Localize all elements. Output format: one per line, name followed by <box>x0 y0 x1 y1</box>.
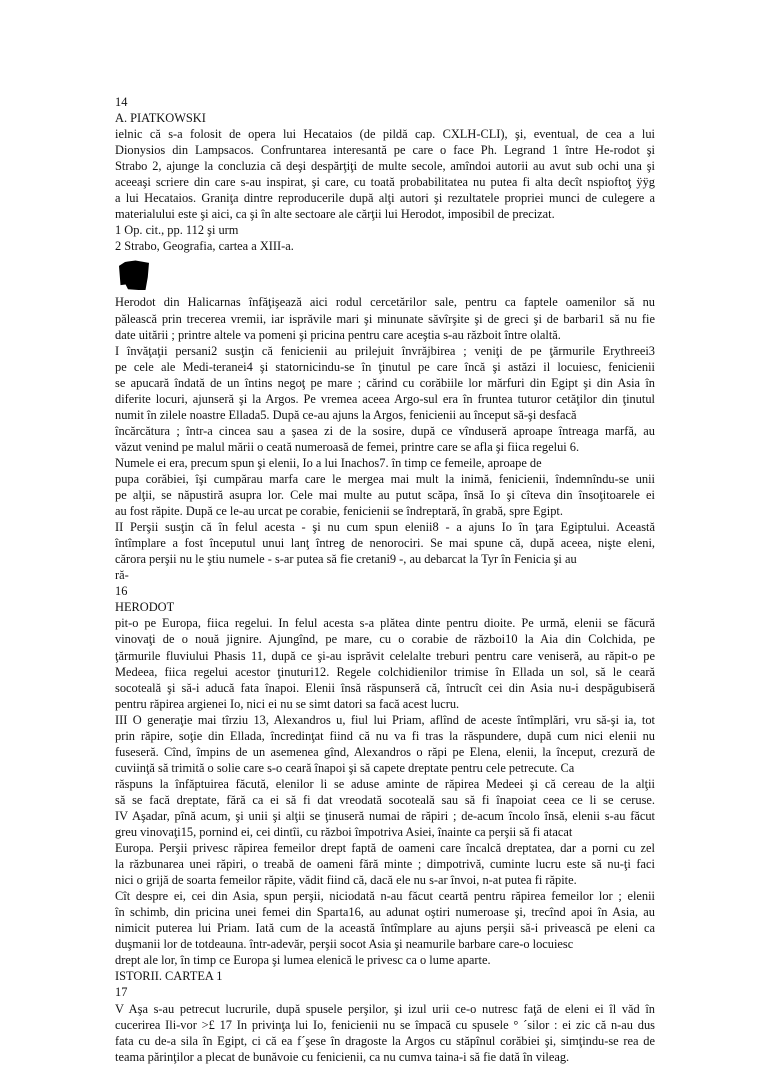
text-line: III O generaţie mai tîrziu 13, Alexandros u, fiul lui Priam, aflînd de aceste întîmplări, vru să-şi ia, tot <box>115 712 655 727</box>
text-line: diferite locuri, ajunseră şi la Argos. Pe vremea aceea Argo-sul era în fruntea tuturor cetăţilor din ţinutul <box>115 391 655 406</box>
text-line: materialului este şi aici, ca şi în alte sectoare ale cărţii lui Herodot, imposibil de precizat. <box>115 207 555 222</box>
text-line: cucerirea Ili-vor >£ 17 In privinţa lui Io, fenicienii nu se împacă cu spusele ° ´silor : ei zic că n-au dus <box>115 1017 655 1032</box>
text-line: se apucară îndată de un întins negoţ pe mare ; cărind cu corăbiile lor mărfuri din Egipt şi din Asia în <box>115 375 655 390</box>
text-line: să se facă dreptate, fără ca ei să fi dat vreodată socoteală sau să fi înapoiat ceea ce li se ceruse. <box>115 792 655 807</box>
text-line: au fost răpite. După ce le-au urcat pe corabie, fenicienii se îndreptară, în grabă, spre Egipt. <box>115 504 563 519</box>
text-line: Medeea, fiica regelui acestor ţinuturi12. Regele colchidienilor trimise în Ellada un sol, să le ceară <box>115 664 655 679</box>
text-line: prin răpire, soţie din Ellada, încredinţat fiind că nu va fi tras la răspundere, după cum nici elenii nu <box>115 728 655 743</box>
text-line: pupa corăbiei, îşi cumpărau marfa care le mergea mai mult la inimă, fenicienii, îndemnîndu-se unii <box>115 471 655 486</box>
text-line: 1 Op. cit., pp. 112 şi urm <box>115 223 239 238</box>
text-line: Herodot din Halicarnas înfăţişează aici rodul cercetărilor sale, pentru ca faptele oamenilor să nu <box>115 295 655 310</box>
text-line: ţărmurile fluviului Phasis 11, după ce şi-au isprăvit celelalte treburi pentru care veniseră, au răpit-o pe <box>115 648 655 663</box>
text-line: pentru răpirea argienei Io, nici ei nu se simt datori sa facă acest lucru. <box>115 696 460 711</box>
text-line: ISTORII. CARTEA 1 <box>115 969 223 984</box>
text-line: teama părinţilor a plecat de bunăvoie cu fenicienii, ca nu cumva taina-i să fie dată în vileag. <box>115 1049 570 1064</box>
text-line: IV Aşadar, pînă acum, şi unii şi alţii se ţinuseră numai de răpiri ; de-acum încolo însă, elenii s-au făcut <box>115 808 655 823</box>
text-line: V Aşa s-au petrecut lucrurile, după spusele perşilor, şi izul urii ce-o nutresc faţă de eleni ei îl văd în <box>115 1001 655 1016</box>
text-line: HERODOT <box>115 600 175 615</box>
text-line: A. PIATKOWSKI <box>115 111 206 126</box>
text-line: cărora perşii nu le ştiu numele - s-ar putea să fie cretani9 -, au debarcat la Tyr în Fenicia şi au <box>115 552 577 567</box>
text-line: la răzbunarea unei răpiri, o treabă de oameni fără minte ; dimpotrivă, cuminte lucru este să nu-ţi faci <box>115 857 655 872</box>
text-line: date uitării ; printre altele va pomeni şi pricina pentru care aceştia s-au războit între olaltă. <box>115 327 561 342</box>
text-line: II Perşii susţin că în felul acesta - şi nu cum spun elenii8 - a ajuns Io în ţara Egiptului. Această <box>115 520 655 535</box>
text-line: pe alţii, se năpustiră asupra lor. Cele mai multe au putut scăpa, însă Io şi cîteva din însoţitoarele ei <box>115 488 655 503</box>
text-line: pe cele ale Medi-teranei4 şi statornicindu-se în ţinutul pe care încă şi astăzi il locuiesc, fenicienii <box>115 359 655 374</box>
text-line: pălească prin trecerea vremii, iar isprăvile mari şi minunate săvîrşite şi de greci şi de barbari1 să nu fie <box>115 311 655 326</box>
text-line: vinovaţi de o nouă jignire. Ajungînd, pe mare, cu o corabie de război10 la Aia din Colchida, pe <box>115 632 655 647</box>
text-line: Numele ei era, precum spun şi elenii, Io a lui Inachos7. în timp ce femeile, aproape de <box>115 455 542 470</box>
text-line: drept ale lor, în timp ce Europa şi lumea elenică le privesc ca o lume aparte. <box>115 953 491 968</box>
text-line: fata cu de-a sila în Egipt, ci că ea f´şese în dragoste la Argos cu stăpînul corăbiei şi, simţindu-se rea de <box>115 1033 655 1048</box>
text-line: duşmanii lor de totdeauna. într-adevăr, perşii socot Asia şi neamurile barbare care-o locuiesc <box>115 937 574 952</box>
text-line: întîmplare a fost începutul unui lanţ întreg de nenorociri. Se mai spune că, după aceea, nişte eleni, <box>115 536 655 551</box>
text-line: ielnic că s-a folosit de opera lui Hecataios (de pildă cap. CXLH-CLI), şi, eventual, de cea a lui <box>115 127 655 142</box>
text-line: nimicit puterea lui Priam. Iată cum de la această întîmplare au ajuns perşii să-i privească pe eleni ca <box>115 921 655 936</box>
text-line: răspuns la înfăptuirea făcută, elenilor li se aduse aminte de răpirea Medeei şi că cereau de la alţii <box>115 776 655 791</box>
text-line: 16 <box>115 584 128 599</box>
text-line: 17 <box>115 985 128 1000</box>
text-line: Dionysios din Lampsacos. Confruntarea interesantă pe care o face Ph. Legrand 1 între He-rodot şi <box>115 143 655 158</box>
text-line: socoteală şi să-i aducă fata înapoi. Elenii însă răspunseră că, întrucît cei din Asia nu-i despăgubiseră <box>115 680 655 695</box>
document-page <box>115 94 655 1065</box>
text-block-intro <box>115 94 655 254</box>
text-line: 14 <box>115 95 128 109</box>
text-line: văzut venind pe malul mării o ceată numeroasă de femei, printre care se afla şi fiica regelui 6. <box>115 439 580 454</box>
text-line: greu vinovaţi15, pornind ei, cei dintîi, cu război împotriva Asiei, înainte ca perşii să fi atacat <box>115 825 573 840</box>
text-line: nici o grijă de soarta femeilor răpite, vădit fiind că, dacă ele nu s-ar învoi, n-at putea fi răpite. <box>115 873 577 888</box>
text-line: în schimb, din pricina unei femei din Sparta16, au adunat oştiri numeroase şi, trecînd apoi în Asia, au <box>115 905 655 920</box>
text-line: a lui Hecataios. Graniţa dintre reproducerile după alţi autori şi rezultatele propriei munci de culegere a <box>115 191 655 206</box>
text-line: numit în zilele noastre Ellada5. După ce-au ajuns la Argos, fenicienii au început să-şi desfacă <box>115 407 577 422</box>
text-line: Strabo 2, ajunge la concluzia că deşi despărţiţi de multe secole, amîndoi autorii au avut sub ochi una şi <box>115 159 655 174</box>
text-line: pit-o pe Europa, fiica regelui. In felul acesta s-a plătea dinte pentru dioite. Pe urmă, elenii se făcură <box>115 616 655 631</box>
text-line: încărcătura ; într-a cincea sau a şasea zi de la sosire, după ce vînduseră aproape întreaga marfă, au <box>115 423 655 438</box>
text-line: Cît despre ei, cei din Asia, spun perşii, niciodată n-au făcut ceartă pentru răpirea femeilor lor ; elenii <box>115 889 655 904</box>
text-block-main <box>115 294 655 1064</box>
text-line: Europa. Perşii privesc răpirea femeilor drept faptă de oameni care încalcă dreptatea, dar a porni cu zel <box>115 841 655 856</box>
text-line: I învăţaţii persani2 susţin că fenicienii au prilejuit învrăjbirea ; veniţi de pe ţărmurile Erythreei3 <box>115 343 655 358</box>
text-line: aceeaşi scriere din care s-au inspirat, şi care, cu toată probabilitatea nu putea fi alta decît nspioftoţ ÿÿg <box>115 175 655 190</box>
text-line: cuviinţă să trimită o solie care s-o ceară înapoi şi să capete dreptate pentru cele petrecute. Ca <box>115 760 575 775</box>
ink-blot-mark <box>119 260 149 290</box>
text-line: ră- <box>115 568 129 583</box>
text-line: 2 Strabo, Geografia, cartea a XIII-a. <box>115 239 294 254</box>
text-line: fuseseră. Cînd, împins de un asemenea gînd, Alexandros o răpi pe Elena, elenii, la început, crezură de <box>115 744 655 759</box>
